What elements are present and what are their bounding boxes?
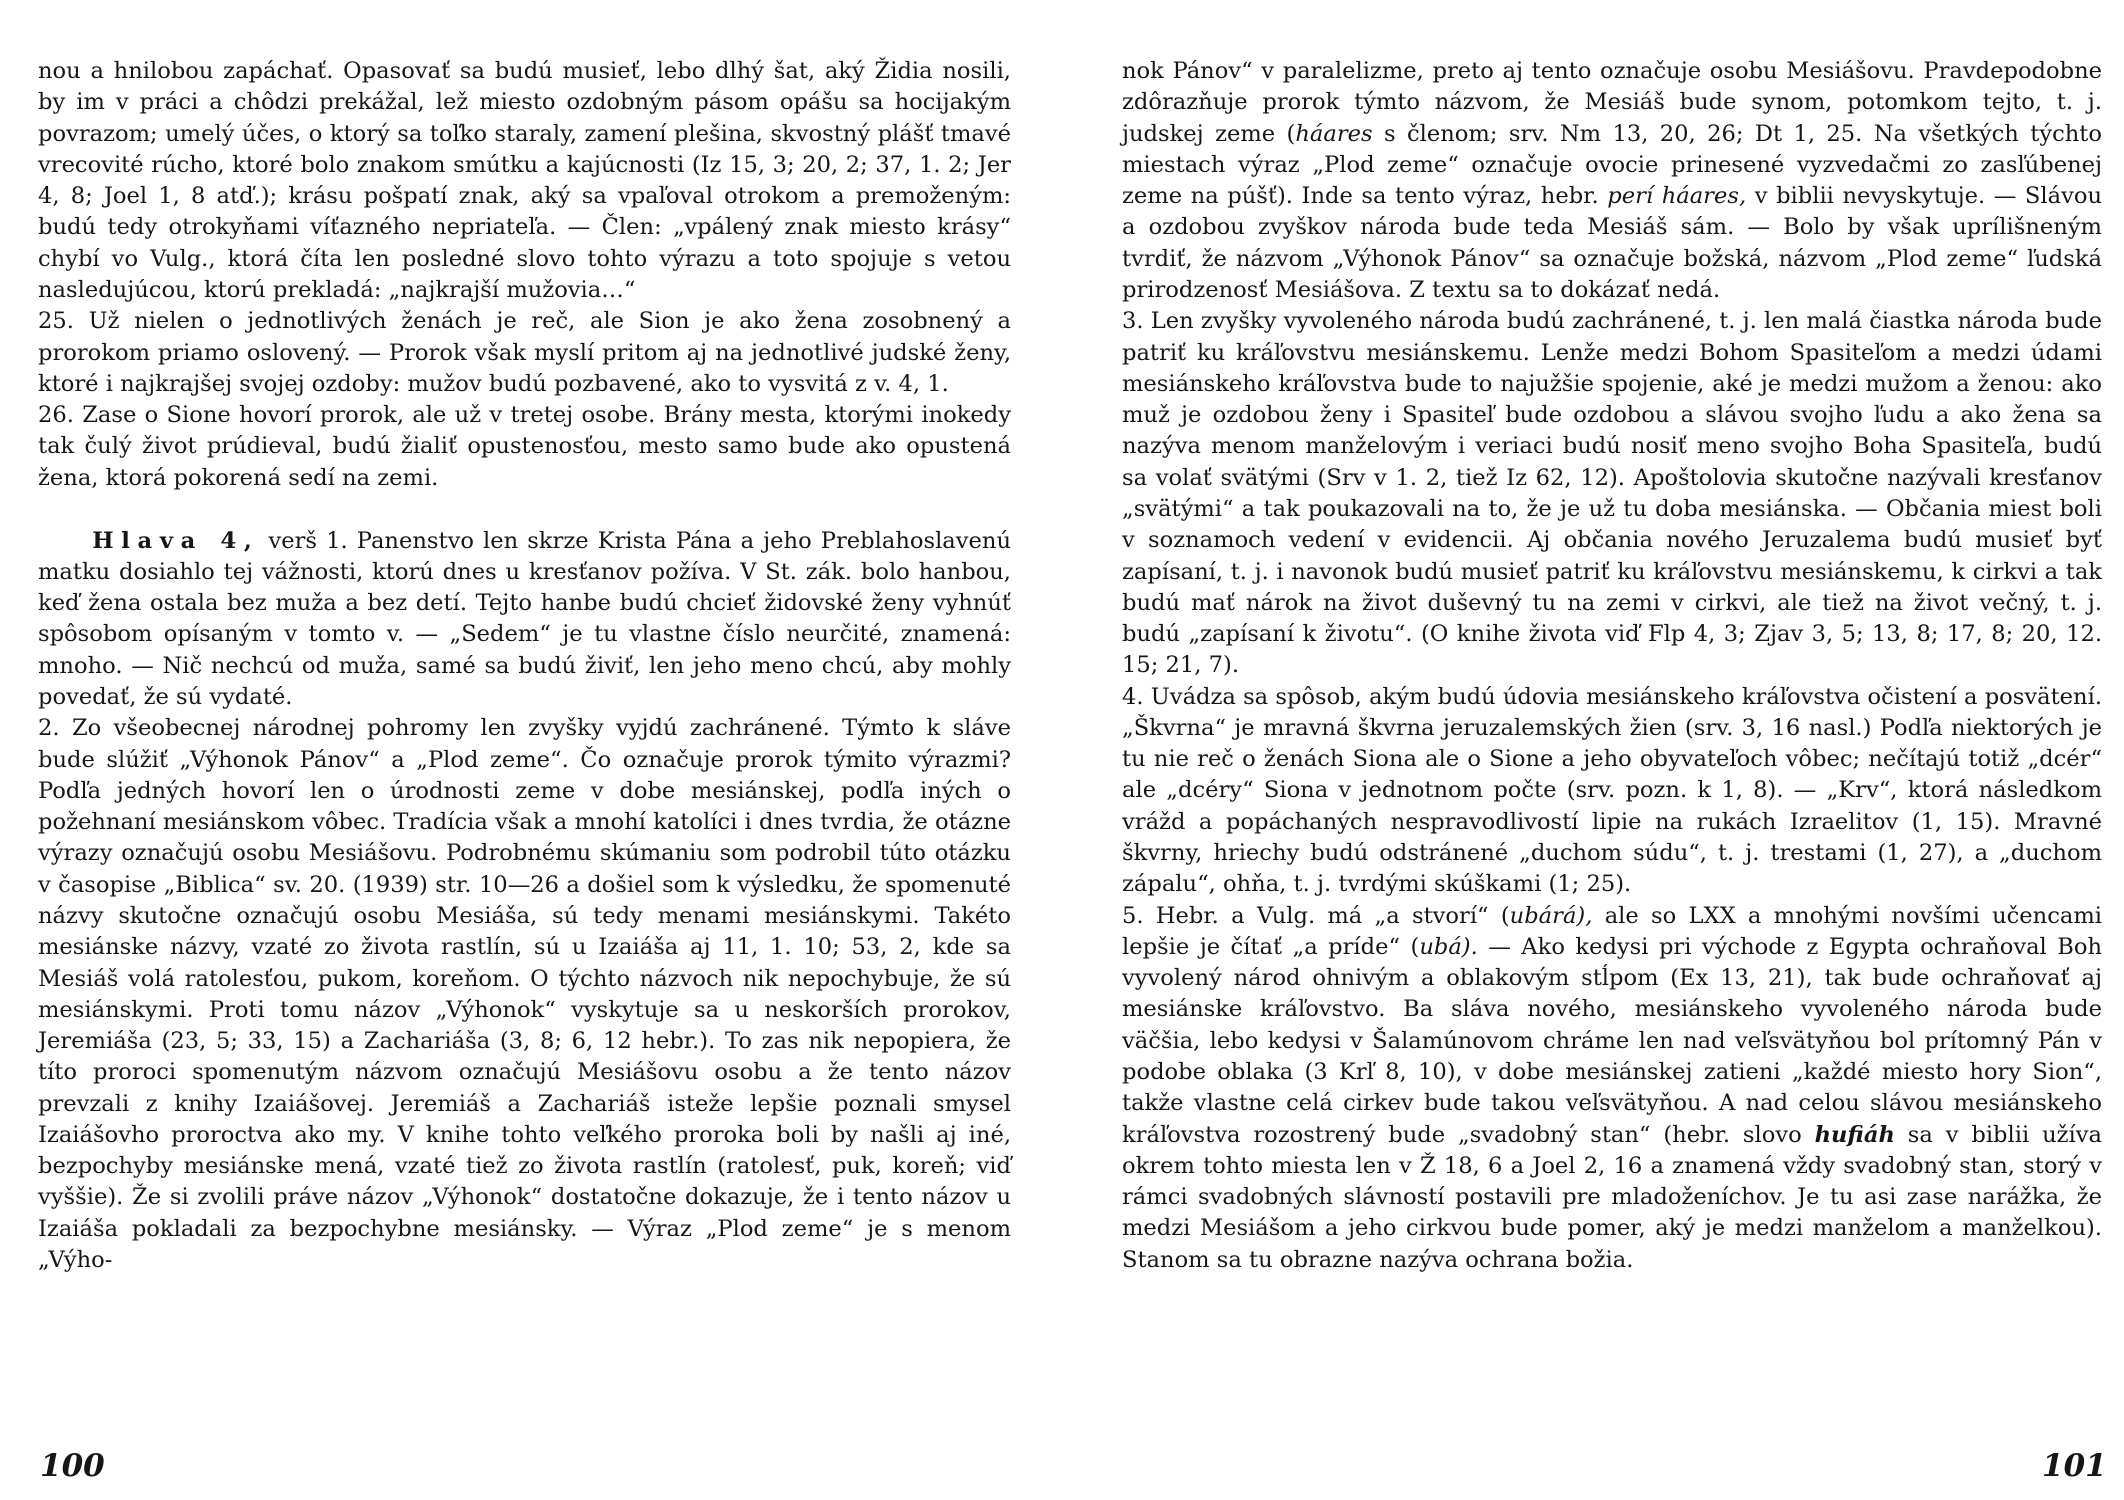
page-number-left: 100 xyxy=(40,1448,105,1484)
paragraph-continuation-right xyxy=(1122,56,2102,306)
text-run: 5. Hebr. a Vulg. má „a stvorí“ ( xyxy=(1122,902,1510,929)
paragraph-verse-26: 26. Zase o Sione hovorí prorok, ale už v tretej osobe. Brány mesta, ktorými inokedy tak čulý život prúdieval, budú žialiť opustenosťou, mesto samo bude ako opustená žena, ktorá pokorená sedí na zemi. xyxy=(38,402,1011,491)
italic-term: hufiáh xyxy=(1814,1121,1895,1148)
right-page xyxy=(1062,0,2124,1500)
italic-term: perí háares, xyxy=(1607,183,1747,210)
italic-term: ubárá), xyxy=(1509,902,1593,929)
paragraph-continuation: nou a hnilobou zapáchať. Opasovať sa budú musieť, lebo dlhý šat, aký Židia nosili, by im v práci a chôdzi prekážal, lež miesto ozdobným pásom opášu sa hocijakým povrazom; umelý účes, o ktorý sa toľko staraly, zamení plešina, skvostný plášť tmavé vrecovité rúcho, ktoré bolo znakom smútku a kajúcnosti (Iz 15, 3; 20, 2; 37, 1. 2; Jer 4, 8; Joel 1, 8 atď.); krásu pošpatí znak, aký sa vpaľoval otrokom a premoženým: budú tedy otrokyňami víťazného nepriateľa. — Člen: „vpálený znak miesto krásy“ chybí vo Vulg., ktorá číta len posledné slovo tohto výrazu a toto spojuje s vetou nasledujúcou, ktorú prekladá: „najkrajší mužovia…“ xyxy=(38,58,1011,303)
left-text-column xyxy=(38,56,1011,1276)
text-run: ale so LXX a mnohými novšími učencami lepšie je čítať „a príde“ ( xyxy=(1122,902,2102,960)
chapter-heading: Hlava 4, xyxy=(92,527,260,554)
italic-term: háares xyxy=(1295,120,1373,147)
chapter-4-verse-1-text: verš 1. Panenstvo len skrze Krista Pána a jeho Preblahoslavenú matku dosiahlo tej vážnosti, ktorú dnes u kresťanov požíva. V St. zák. bolo hanbou, keď žena ostala bez muža a bez detí. Tejto hanbe budú chcieť židovské ženy vyhnúť spôsobom opísaným v tomto v. — „Sedem“ je tu vlastne číslo neurčité, znamená: mnoho. — Nič nechcú od muža, samé sa budú živiť, len jeho meno chcú, aby mohly povedať, že sú vydaté. xyxy=(38,527,1011,710)
paragraph-verse-2: 2. Zo všeobecnej národnej pohromy len zvyšky vyjdú zachránené. Týmto k sláve bude slúžiť „Výhonok Pánov“ a „Plod zeme“. Čo označuje prorok týmito výrazmi? Podľa jedných hovorí len o úrodnosti zeme v dobe mesiánskej, podľa iných o požehnaní mesiánskom vôbec. Tradícia však a mnohí katolíci i dnes tvrdia, že otázne výrazy označujú osobu Mesiášovu. Podrobnému skúmaniu som podrobil túto otázku v časopise „Biblica“ sv. 20. (1939) str. 10—26 a došiel som k výsledku, že spomenuté názvy skutočne označujú osobu Mesiáša, sú tedy menami mesiánskymi. Takéto mesiánske názvy, vzaté zo života rastlín, sú u Izaiáša aj 11, 1. 10; 53, 2, kde sa Mesiáš volá ratolesťou, pukom, koreňom. O týchto názvoch nik nepochybuje, že sú mesiánskymi. Proti tomu názov „Výhonok“ vyskytuje sa u neskorších prorokov, Jeremiáša (23, 5; 33, 15) a Zachariáša (3, 8; 6, 12 hebr.). To zas nik nepopiera, že títo proroci spomenutým názvom označujú Mesiášovu osobu a že tento názov prevzali z knihy Izaiášovej. Jeremiáš a Zachariáš isteže lepšie poznali smysel Izaiášovho proroctva ako my. V knihe tohto veľkého proroka boli by našli aj iné, bezpochyby mesiánske mená, vzaté tiež zo života rastlín (ratolesť, puk, koreň; viď vyššie). Že si zvolili práve názov „Výhonok“ dostatočne dokazuje, že i tento názov u Izaiáša pokladali za bezpochybne mesiánsky. — Výraz „Plod zeme“ je s menom „Výho- xyxy=(38,715,1011,1274)
section-gap xyxy=(38,494,1011,526)
paragraph-chapter-4-verse-1 xyxy=(38,526,1011,714)
text-run: s členom; srv. Nm 13, 20, 26; Dt 1, 25. Na všetkých týchto miestach výraz „Plod zeme“ označuje ovocie prinesené vyzvedačmi zo zasľúbenej zeme na púšť). Inde sa tento výraz, hebr. xyxy=(1122,120,2102,210)
right-text-column xyxy=(1122,56,2102,1276)
text-run: v biblii nevyskytuje. — Slávou a ozdobou zvyškov národa bude teda Mesiáš sám. — Bolo by však uprílišneným tvrdiť, že názvom „Výhonok Pánov“ sa označuje božská, názvom „Plod zeme“ ľudská prirodzenosť Mesiášova. Z textu sa to dokázať nedá. xyxy=(1122,183,2103,303)
paragraph-verse-3: 3. Len zvyšky vyvoleného národa budú zachránené, t. j. len malá čiastka národa bude patriť ku kráľovstvu mesiánskemu. Lenže medzi Bohom Spasiteľom a medzi údami mesiánskeho kráľovstva bude to najužšie spojenie, aké je medzi mužom a ženou: ako muž je ozdobou ženy i Spasiteľ bude ozdobou a slávou svojho ľudu a ako žena sa nazýva menom manželovým i veriaci budú nosiť meno svojho Boha Spasiteľa, budú sa volať svätými (Srv v 1. 2, tiež Iz 62, 12). Apoštolovia skutočne nazývali kresťanov „svätými“ a tak poukazovali na to, že je už tu doba mesiánska. — Občania miest boli v soznamoch vedení v evidencii. Aj občania nového Jeruzalema budú musieť byť zapísaní, t. j. i navonok budú musieť patriť ku kráľovstvu mesiánskemu, k cirkvi a tak budú mať nárok na život duševný tu na zemi v cirkvi, ale tiež na život večný, t. j. budú „zapísaní k životu“. (O knihe života viď Flp 4, 3; Zjav 3, 5; 13, 8; 17, 8; 20, 12. 15; 21, 7). xyxy=(1122,308,2102,679)
italic-term: ubá). xyxy=(1419,933,1478,960)
paragraph-verse-25: 25. Už nielen o jednotlivých ženách je reč, ale Sion je ako žena zosobnený a prorokom priamo oslovený. — Prorok však myslí pritom aj na jednotlivé judské ženy, ktoré i najkrajšej svojej ozdoby: mužov budú pozbavené, ako to vysvitá z v. 4, 1. xyxy=(38,308,1011,397)
text-run: — Ako kedysi pri východe z Egypta ochraňoval Boh vyvolený národ ohnivým a oblakovým stĺpom (Ex 13, 21), tak bude ochraňovať aj mesiánske kráľovstvo. Ba sláva nového, mesiánskeho vyvoleného národa bude väčšia, lebo kedysi v Šalamúnovom chráme len nad veľsvätyňou bol prítomný Pán v podobe oblaka (3 Krľ 8, 10), v dobe mesiánskej zatieni „každé miesto hory Sion“, takže vlastne celá cirkev bude takou veľsvätyňou. A nad celou slávou mesiánskeho kráľovstva rozostrený bude „svadobný stan“ (hebr. slovo xyxy=(1122,933,2102,1148)
page-number-right: 101 xyxy=(2042,1448,2107,1484)
paragraph-verse-4: 4. Uvádza sa spôsob, akým budú údovia mesiánskeho kráľovstva očistení a posvätení. „Škvrna“ je mravná škvrna jeruzalemských žien (srv. 3, 16 nasl.) Podľa niektorých je tu nie reč o ženách Siona ale o Sione a jeho obyvateľoch vôbec; nečítajú totiž „dcér“ ale „dcéry“ Siona v jednotnom počte (srv. pozn. k 1, 8). — „Krv“, ktorá následkom vrážd a popáchaných nespravodlivostí lipie na rukách Izraelitov (1, 15). Mravné škvrny, hriechy budú odstránené „duchom súdu“, t. j. trestami (1, 27), a „duchom zápalu“, ohňa, t. j. tvrdými skúškami (1; 25). xyxy=(1122,683,2102,898)
paragraph-verse-5 xyxy=(1122,901,2102,1276)
text-run: sa v biblii užíva okrem tohto miesta len v Ž 18, 6 a Joel 2, 16 a znamená vždy svadobný stan, storý v rámci svadobných slávností postavili pre mladoženíchov. Je tu asi zase narážka, že medzi Mesiášom a jeho cirkvou bude pomer, aký je medzi manželom a manželkou). Stanom sa tu obrazne nazýva ochrana božia. xyxy=(1122,1121,2102,1273)
text-run: nok Pánov“ v paralelizme, preto aj tento označuje osobu Mesiášovu. Pravdepodobne zdôrazňuje prorok týmto názvom, že Mesiáš bude synom, potomkom tejto, t. j. judskej zeme ( xyxy=(1122,58,2102,147)
